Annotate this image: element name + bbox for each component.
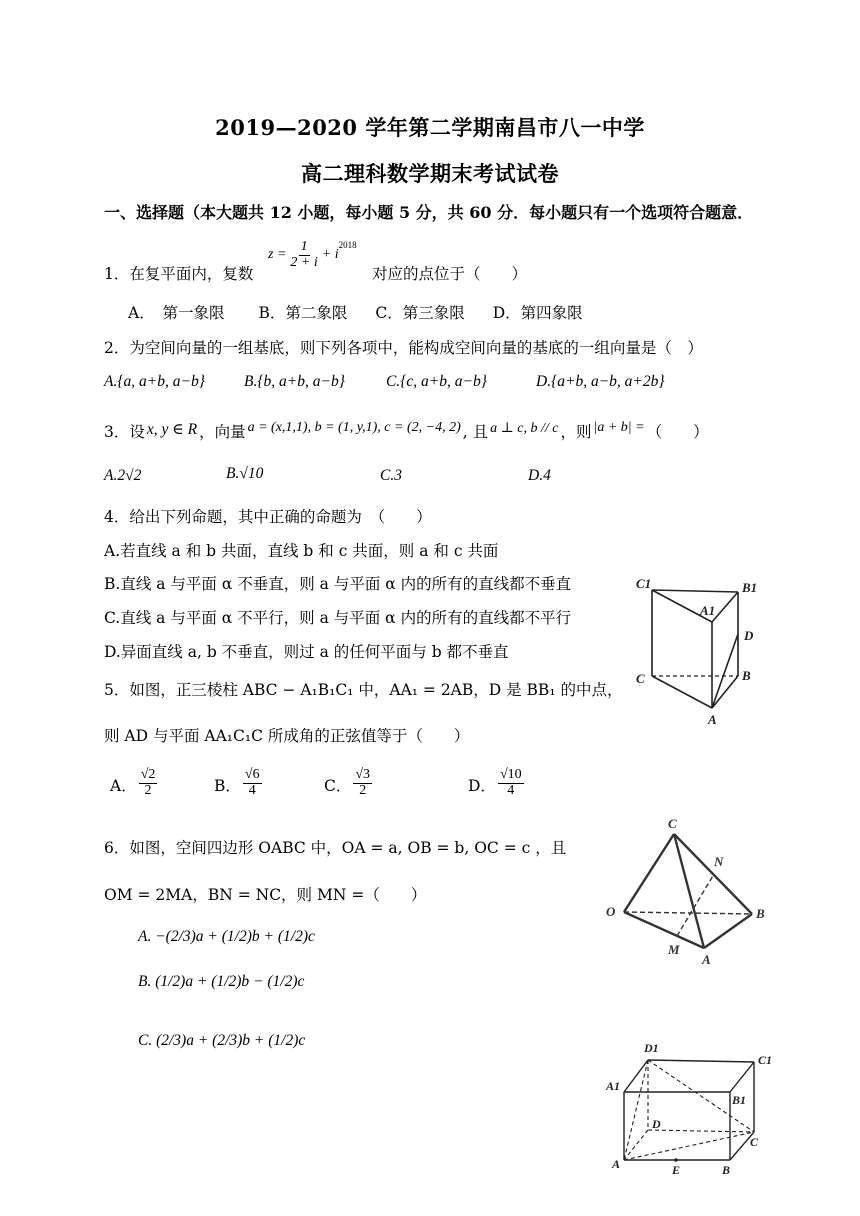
q2-option-c: C.{c, a+b, a−b}: [386, 373, 487, 390]
prism-label-b1: B1: [742, 580, 758, 595]
q3-option-d: D.4: [528, 467, 551, 484]
tetra-label-a: A: [702, 952, 711, 967]
q5-option-a-den: 2: [144, 782, 152, 798]
cuboid-label-a: A: [612, 1157, 621, 1171]
prism-edge-ba: [712, 676, 738, 708]
q6-line1: 6．如图，空间四边形 OABC 中，OA = a, OB = b, OC = c ，且: [104, 839, 567, 857]
q5-option-b-letter: B．: [214, 777, 241, 796]
cuboid-edge-c1b1: [730, 1062, 754, 1092]
q3-stem-a: 3．设: [104, 423, 145, 441]
prism-label-c1: C1: [636, 576, 652, 591]
q5-option-d-den: 4: [507, 782, 515, 798]
q2-option-b: B.{b, a+b, a−b}: [244, 373, 345, 390]
cuboid-point-e: [674, 1158, 678, 1162]
q4-option-c: C.直线 a 与平面 α 不平行，则 a 与平面 α 内的所有的直线都不平行: [104, 609, 572, 627]
tetra-segment-mn: [677, 874, 714, 936]
q1-stem-b: 对应的点位于（ ）: [372, 265, 528, 283]
tetra-edge-ab: [704, 914, 752, 948]
q5-option-a-letter: A．: [110, 777, 137, 796]
q5-option-c-den: 2: [359, 782, 367, 798]
q2-option-a: A.{a, a+b, a−b}: [104, 373, 205, 390]
q5-option-c-num: √3: [355, 767, 371, 782]
q5-option-c: [324, 768, 468, 798]
q3-vectors: a = (x,1,1), b = (1, y,1), c = (2, −4, 2): [247, 420, 461, 435]
cuboid-label-a1: A1: [606, 1079, 621, 1093]
q6-option-b: B. (1/2)a + (1/2)b − (1/2)c: [138, 973, 305, 990]
q5-option-c-frac: [353, 768, 372, 798]
tetra-label-n: N: [714, 854, 724, 869]
tetra-label-c: C: [668, 816, 677, 831]
prism-segment-ad: [712, 634, 738, 708]
prism-label-c: C: [636, 671, 645, 686]
q3-stem: [104, 420, 709, 442]
q1-frac-den: 2 + i: [290, 254, 318, 270]
cuboid-label-e: E: [672, 1163, 681, 1177]
q6-line2: OM = 2MA，BN = NC，则 MN =（ ）: [104, 886, 427, 904]
q5-option-d-frac: [498, 768, 524, 798]
exam-subtitle: 高二理科数学期末考试试卷: [301, 161, 559, 186]
prism-edge-c1b1: [652, 590, 738, 592]
q1-stem-a: 1．在复平面内，复数: [104, 265, 254, 283]
q1-exponent: 2018: [338, 240, 357, 251]
q3-paren: （ ）: [646, 423, 709, 441]
exam-title: 2019—2020 学年第二学期南昌市八一中学: [215, 115, 645, 140]
q1-formula-rhs: + i: [321, 247, 339, 263]
q5-option-d-letter: D．: [468, 777, 496, 796]
q5-option-b-den: 4: [248, 782, 256, 798]
cuboid-label-c: C: [750, 1135, 759, 1149]
q4-option-b: B.直线 a 与平面 α 不垂直，则 a 与平面 α 内的所有的直线都不垂直: [104, 575, 572, 593]
q5-option-d-num: √10: [499, 767, 522, 782]
tetra-label-o: O: [606, 904, 616, 919]
q3-stem-c: , 且: [462, 423, 489, 441]
cuboid-label-d: D: [652, 1117, 661, 1131]
cuboid-label-b1: B1: [732, 1093, 747, 1107]
prism-edge-a1b1: [712, 592, 738, 622]
q5-option-b-num: √6: [244, 767, 260, 782]
q4-stem: 4．给出下列命题，其中正确的命题为 （ ）: [104, 508, 432, 526]
q5-option-a: [110, 768, 214, 798]
q4-option-a: A.若直线 a 和 b 共面，直线 b 和 c 共面，则 a 和 c 共面: [104, 542, 499, 560]
prism-figure: [628, 570, 778, 730]
q3-vars: x, y ∈ R: [146, 421, 198, 438]
q1-option-c: C．第三象限: [375, 304, 465, 322]
q5-option-a-num: √2: [140, 767, 156, 782]
q1-frac-num: 1: [300, 239, 308, 254]
q1-options: [128, 301, 617, 323]
q5-option-b-frac: [243, 768, 262, 798]
q5-option-c-letter: C．: [324, 777, 352, 796]
tetra-edge-oa: [624, 912, 704, 948]
tetrahedron-figure: [602, 812, 782, 972]
q1-option-b: B．第二象限: [258, 304, 348, 322]
q5-option-b: [214, 768, 324, 798]
q5-line1: 5．如图，正三棱柱 ABC − A₁B₁C₁ 中，AA₁ = 2AB，D 是 BB₁ 的中点，: [104, 681, 623, 699]
q6-option-a: A. −(2/3)a + (1/2)b + (1/2)c: [138, 928, 315, 945]
prism-edge-ca: [652, 676, 712, 708]
q5-line2: 则 AD 与平面 AA₁C₁C 所成角的正弦值等于（ ）: [104, 727, 470, 745]
q1-fraction: [288, 240, 319, 270]
cuboid-edge-d1c1: [648, 1060, 754, 1062]
q1-formula: [268, 240, 357, 270]
q1-option-a: A． 第一象限: [128, 304, 225, 322]
cuboid-label-b: B: [722, 1163, 731, 1177]
q1-option-d: D．第四象限: [492, 304, 583, 322]
cuboid-hidden-dc: [648, 1130, 754, 1132]
q3-option-c: C.3: [380, 467, 402, 484]
q3-stem-d: ，则: [560, 423, 592, 441]
q3-conditions: a ⊥ c, b // c: [490, 421, 559, 436]
cuboid-label-c1: C1: [758, 1053, 773, 1067]
q3-option-b: B.√10: [226, 465, 264, 482]
section-heading: 一、选择题（本大题共 12 小题，每小题 5 分，共 60 分．每小题只有一个选项符合题意．: [104, 203, 754, 222]
tetra-label-b: B: [756, 906, 765, 921]
q3-option-a: A.2√2: [104, 467, 142, 484]
tetra-label-m: M: [668, 942, 680, 957]
q5-option-d: [468, 768, 526, 798]
q6-option-c: C. (2/3)a + (2/3)b + (1/2)c: [138, 1032, 306, 1049]
prism-label-a1: A1: [700, 603, 716, 618]
tetra-edge-co: [624, 834, 674, 912]
q2-stem: 2．为空间向量的一组基底，则下列各项中，能构成空间向量的基底的一组向量是（ ）: [104, 339, 703, 357]
q4-option-d: D.异面直线 a, b 不垂直，则过 a 的任何平面与 b 都不垂直: [104, 643, 509, 661]
cuboid-label-d1: D1: [644, 1041, 659, 1055]
tetra-hidden-ob: [624, 912, 752, 914]
q1-formula-lhs: z =: [268, 247, 287, 263]
q5-options: [110, 768, 526, 798]
prism-label-d: D: [744, 628, 754, 643]
cuboid-figure: [600, 1040, 780, 1180]
q2-option-d: D.{a+b, a−b, a+2b}: [536, 373, 665, 390]
prism-label-a: A: [708, 712, 717, 727]
q3-stem-b: ，向量: [199, 423, 246, 441]
q5-option-a-frac: [139, 768, 158, 798]
prism-label-b: B: [742, 668, 751, 683]
q3-ask: |a + b| =: [593, 420, 645, 435]
